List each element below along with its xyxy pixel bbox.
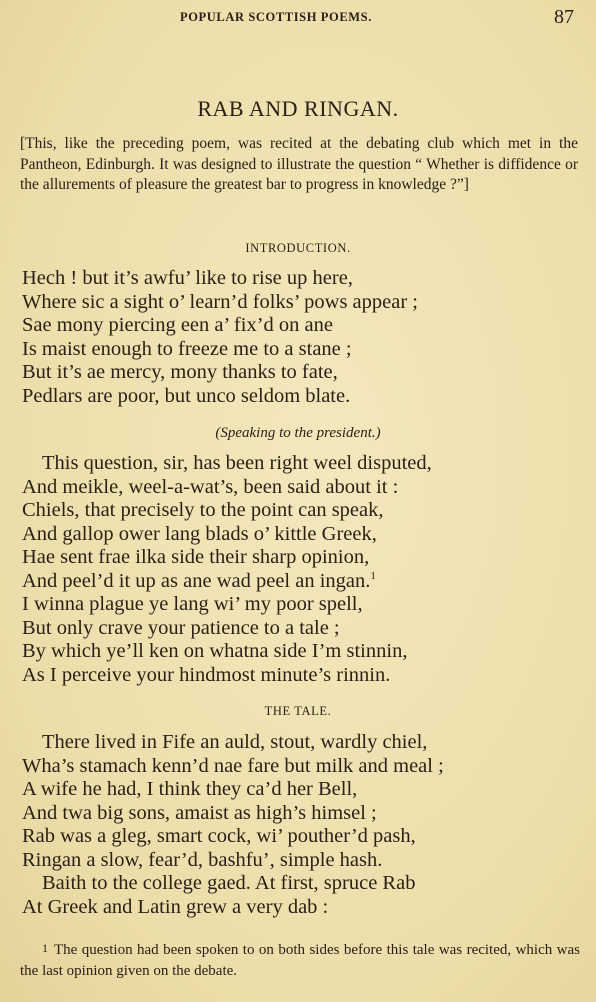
poem-title: RAB AND RINGAN. [197,96,399,121]
verse-line: Chiels, that precisely to the point can speak, [22,499,384,521]
verse-line: There lived in Fife an auld, stout, wardly chiel, [42,731,428,753]
speech-stanza [22,452,432,687]
footnote-text: The question had been spoken to on both sides before this tale was recited, which was the last opinion given on the debate. [20,942,580,979]
verse-line: And meikle, weel-a-wat’s, been said about it : [22,475,399,498]
footnote [20,938,580,982]
verse-line: But it’s ae mercy, mony thanks to fate, [22,361,338,383]
verse-line: Is maist enough to freeze me to a stane ; [22,337,352,360]
page-header [0,6,596,32]
footnote-reference: 1 [370,569,376,582]
verse-line: But only crave your patience to a tale ; [22,616,340,639]
running-head: POPULAR SCOTTISH POEMS. [180,10,372,24]
verse-line: A wife he had, I think they ca’d her Bell, [22,778,358,800]
verse-line: By which ye’ll ken on whatna side I’m stinnin, [22,640,408,662]
verse-line: And twa big sons, amaist as high’s himsel ; [22,801,377,824]
verse-line: At Greek and Latin grew a very dab : [22,895,329,918]
intro-note: [This, like the preceding poem, was recited at the debating club which met in the Pantheon, Edinburgh. It was designed to illustrate the question “ Whether is diffidence or the allurements of pleasure the greatest bar to progress in knowledge ?”] [20,135,578,193]
verse-line: I winna plague ye lang wi’ my poor spell, [22,593,363,615]
introduction-stanza [22,267,418,408]
stage-direction: (Speaking to the president.) [215,425,381,441]
introduction-heading: INTRODUCTION. [245,241,351,255]
page-number: 87 [554,6,574,28]
verse-line: As I perceive your hindmost minute’s rinnin. [22,663,391,686]
verse-line: Hae sent frae ilka side their sharp opinion, [22,546,370,568]
verse-line: Baith to the college gaed. At first, spruce Rab [42,872,416,894]
verse-line: And gallop ower lang blads o’ kittle Greek, [22,522,377,545]
tale-heading: THE TALE. [264,704,332,718]
verse-line: Where sic a sight o’ learn’d folks’ pows appear ; [22,290,418,313]
verse-line: Rab was a gleg, smart cock, wi’ pouther’d pash, [22,825,416,847]
verse-line-text: And peel’d it up as ane wad peel an ingan. [22,569,371,592]
tale-stanza [22,731,444,919]
verse-line: Pedlars are poor, but unco seldom blate. [22,384,351,407]
verse-line: Wha’s stamach kenn’d nae fare but milk and meal ; [22,754,444,777]
verse-line: Hech ! but it’s awfu’ like to rise up here, [22,267,353,289]
verse-line-with-footnote [22,570,432,594]
footnote-mark: 1 [42,941,48,955]
verse-line: Sae mony piercing een a’ fix’d on ane [22,314,333,336]
verse-line: This question, sir, has been right weel disputed, [42,452,432,474]
verse-line: Ringan a slow, fear’d, bashfu’, simple hash. [22,848,383,871]
